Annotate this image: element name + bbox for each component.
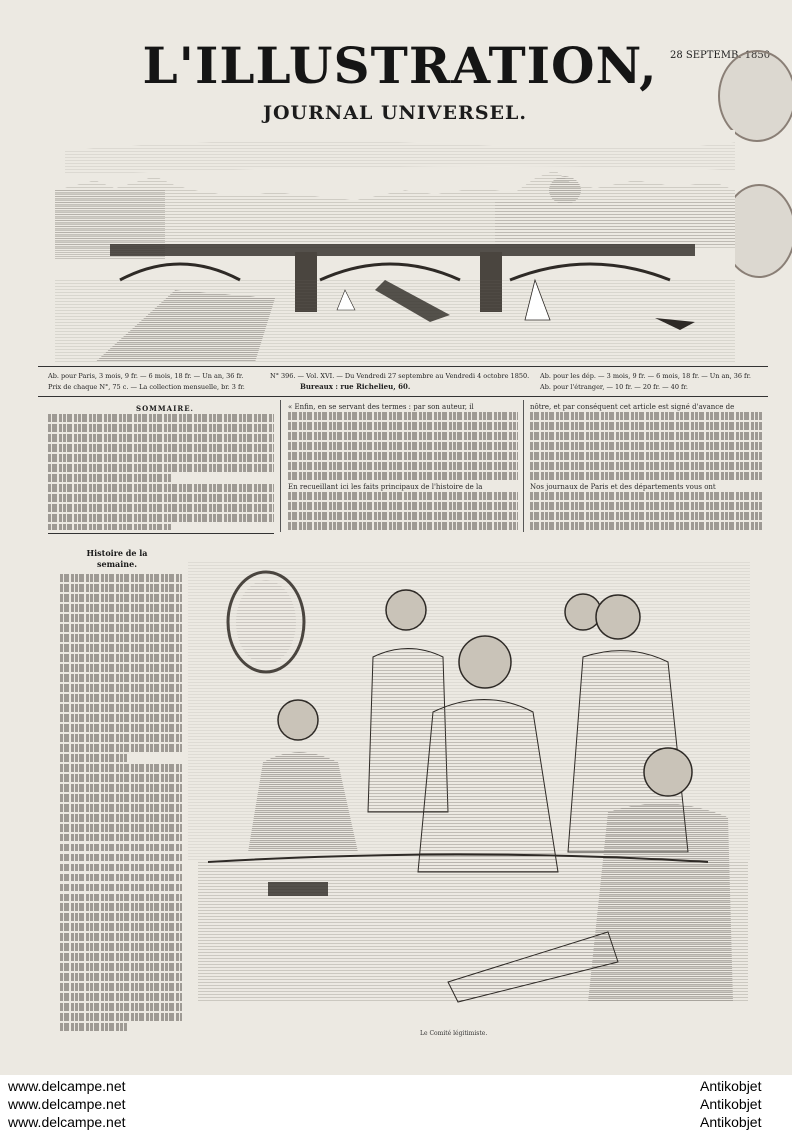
column-divider — [280, 400, 281, 532]
illustration-caption: Le Comité légitimiste. — [420, 1030, 488, 1037]
histoire-title: Histoire de la semaine. — [86, 548, 148, 569]
middle-excerpt-1: « Enfin, en se servant des termes : par son auteur, il — [288, 403, 474, 411]
article-middle-column — [288, 402, 518, 532]
footer-link-3[interactable]: www.delcampe.net — [8, 1114, 126, 1130]
footer-link-1[interactable]: www.delcampe.net — [8, 1078, 126, 1094]
masthead-subtitle: JOURNAL UNIVERSEL. — [263, 102, 527, 124]
column-divider — [523, 400, 524, 532]
postmark-stamp — [718, 50, 792, 142]
subscription-foreign: Ab. pour l'étranger, — 10 fr. — 20 fr. — 40 fr. — [540, 383, 688, 391]
histoire-column — [60, 574, 182, 1044]
footer-seller-2: Antikobjet — [700, 1096, 762, 1112]
header-bottom-rule — [38, 396, 768, 397]
masthead-title: L'ILLUSTRATION, — [142, 36, 658, 95]
masthead-rule — [38, 366, 768, 367]
subscription-price: Prix de chaque N°, 75 c. — La collection mensuelle, br. 3 fr. — [48, 383, 245, 391]
issue-date: 28 SEPTEMB. 1850 — [670, 50, 771, 61]
comite-legitimiste-illustration — [188, 562, 750, 1024]
subscription-paris: Ab. pour Paris, 3 mois, 9 fr. — 6 mois, 18 fr. — Un an, 36 fr. — [48, 372, 244, 380]
right-excerpt-2: Nos journaux de Paris et des départements vous ont — [530, 482, 716, 491]
bureau-address: Bureaux : rue Richelieu, 60. — [300, 382, 411, 391]
section-rule — [48, 533, 274, 534]
sommaire-column — [48, 414, 274, 530]
sommaire-title: SOMMAIRE. — [136, 404, 194, 413]
right-excerpt-1: nôtre, et par conséquent cet article est signé d'avance de — [530, 403, 735, 411]
footer-seller-1: Antikobjet — [700, 1078, 762, 1094]
middle-excerpt-2: En recueillant ici les faits principaux de l'histoire de la — [288, 482, 483, 491]
subscription-departments: Ab. pour les dép. — 3 mois, 9 fr. — 6 mois, 18 fr. — Un an, 36 fr. — [540, 372, 751, 380]
issue-number: N° 396. — Vol. XVI. — Du Vendredi 27 septembre au Vendredi 4 octobre 1850. — [270, 372, 530, 380]
article-right-column — [530, 402, 762, 532]
paris-bridge-engraving — [55, 130, 735, 362]
footer-seller-3: Antikobjet — [700, 1114, 762, 1130]
footer-link-2[interactable]: www.delcampe.net — [8, 1096, 126, 1112]
